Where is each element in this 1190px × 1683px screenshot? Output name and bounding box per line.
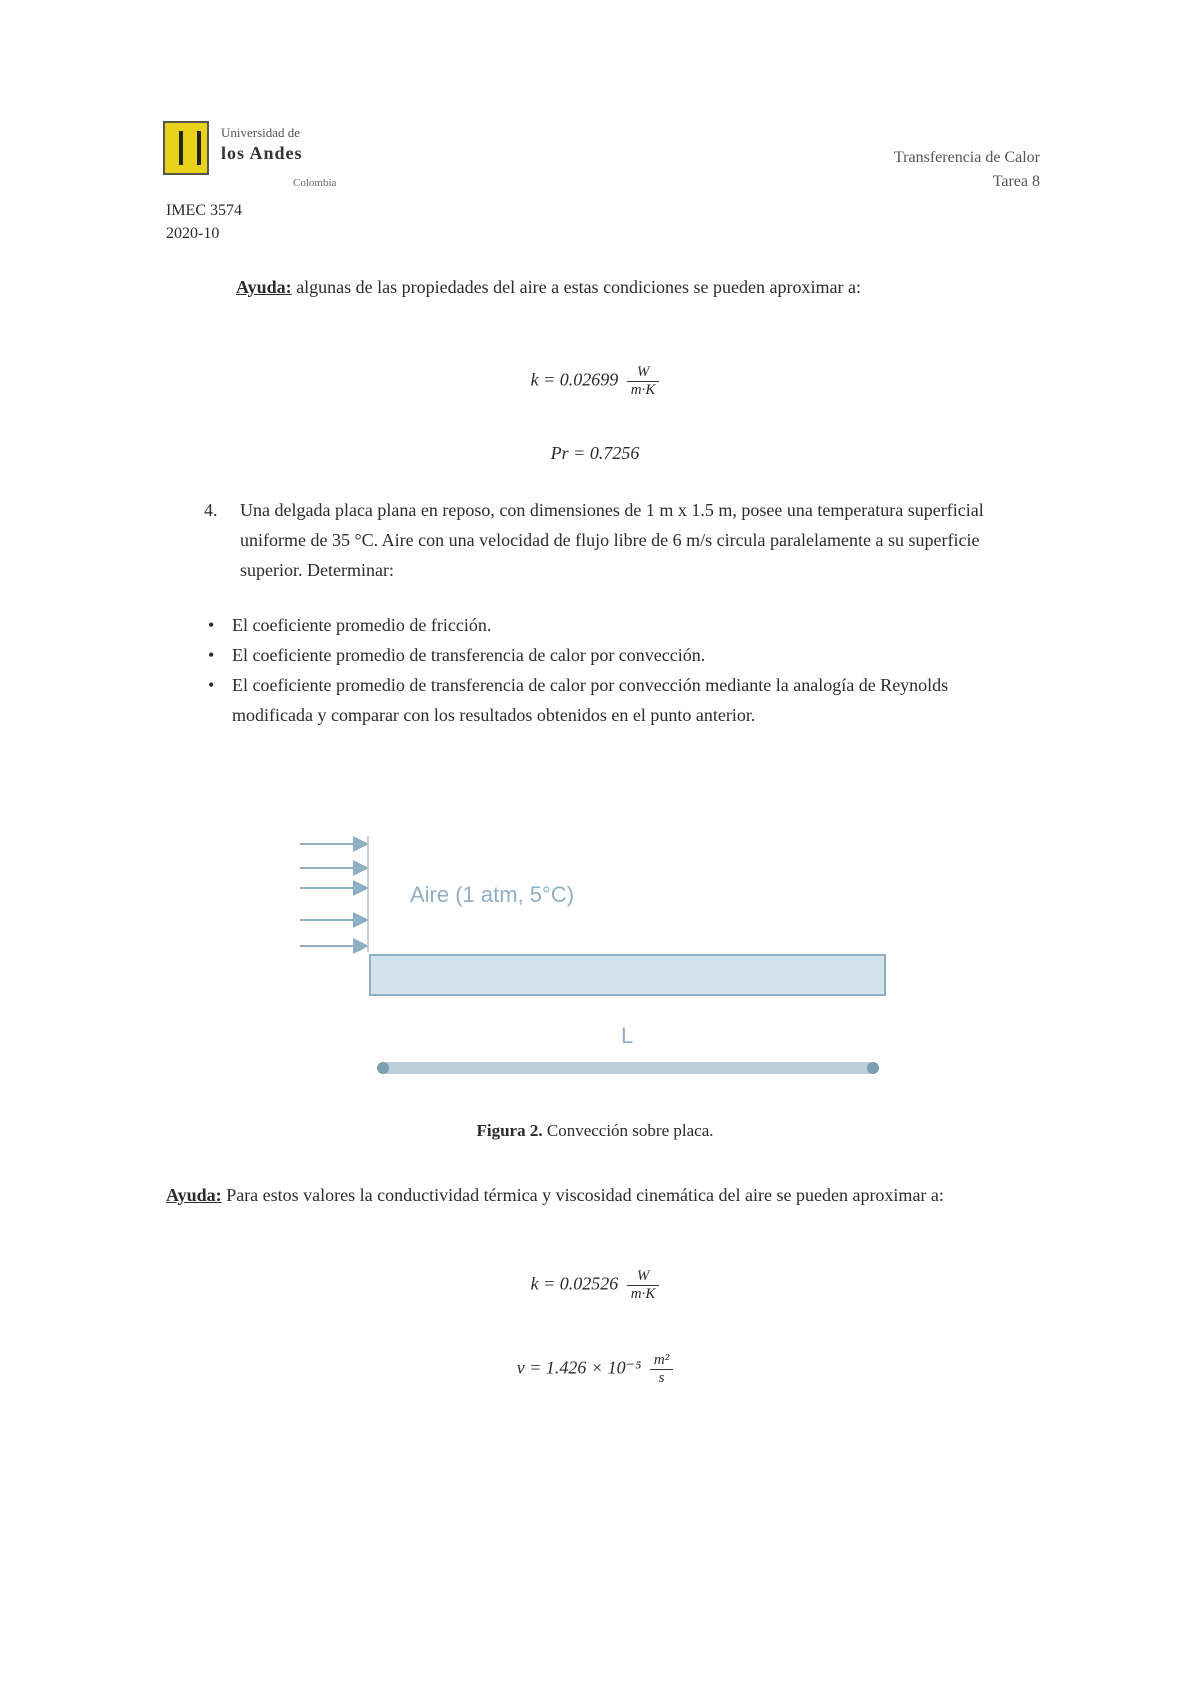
- logo-line2: los Andes: [221, 143, 303, 163]
- equation-k2: [0, 1268, 1190, 1303]
- equation-lhs: ν = 1.426 × 10⁻⁵: [516, 1357, 642, 1378]
- flat-plate: [370, 955, 885, 995]
- hint-text: Para estos valores la conductividad térmica y viscosidad cinemática del aire se pueden aproximar a:: [226, 1185, 944, 1205]
- plate-diagram: [295, 830, 895, 1090]
- fraction-denominator: m·K: [630, 382, 656, 398]
- equation-lhs: k = 0.02526: [530, 1273, 619, 1294]
- equation-nu: [0, 1352, 1190, 1387]
- equation-pr: Pr = 0.7256: [550, 443, 640, 463]
- fraction-numerator: W: [627, 364, 660, 382]
- hint-text: algunas de las propiedades del aire a estas condiciones se pueden aproximar a:: [296, 277, 861, 297]
- equation-k1: [0, 364, 1190, 399]
- list-item: • El coeficiente promedio de transferencia de calor por convección mediante la analogía de Reynolds modificada y comparar con los resultados obtenidos en el punto anterior.: [204, 670, 1004, 730]
- list-item: • El coeficiente promedio de transferencia de calor por convección.: [204, 640, 1004, 670]
- list-item: • El coeficiente promedio de fricción.: [204, 610, 1004, 640]
- hint-paragraph-1: [236, 272, 956, 302]
- fraction: [627, 1268, 660, 1303]
- fraction-numerator: m²: [650, 1352, 673, 1370]
- logo-line3: Colombia: [293, 177, 337, 189]
- course-code: IMEC 3574: [166, 202, 242, 219]
- fraction: [650, 1352, 673, 1387]
- problem-items: [204, 610, 1004, 730]
- flow-arrows: [300, 844, 365, 946]
- header-right: [894, 146, 1040, 194]
- course-name: Transferencia de Calor: [893, 149, 1040, 166]
- plate-flow-figure: [295, 830, 895, 1090]
- equation-lhs: k = 0.02699: [530, 369, 619, 390]
- hint-label: Ayuda:: [166, 1185, 222, 1205]
- logo-emblem-icon: [163, 121, 209, 175]
- course-term: 2020-10: [166, 225, 220, 242]
- hint-label: Ayuda:: [236, 277, 292, 297]
- flow-label: Aire (1 atm, 5°C): [410, 882, 575, 907]
- university-logo: [163, 121, 363, 193]
- fraction: [627, 364, 660, 399]
- length-start-marker: [377, 1062, 389, 1074]
- problem-statement: Una delgada placa plana en reposo, con dimensiones de 1 m x 1.5 m, posee una temperatura superficial uniforme de 35 °C. Aire con una velocidad de flujo libre de 6 m/s circula paralelamente a su superficie superior. Determinar:: [240, 500, 984, 580]
- fraction-numerator: W: [627, 1268, 660, 1286]
- length-label: L: [621, 1023, 634, 1048]
- caption-text: Convección sobre placa.: [546, 1121, 714, 1140]
- problem-number: 4.: [204, 500, 218, 520]
- hint-paragraph-2: [166, 1180, 1006, 1210]
- caption-label: Figura 2.: [476, 1121, 543, 1140]
- logo-line1: Universidad de: [221, 125, 301, 140]
- fraction-denominator: s: [658, 1370, 665, 1386]
- assignment-name: Tarea 8: [992, 173, 1040, 190]
- length-end-marker: [867, 1062, 879, 1074]
- fraction-denominator: m·K: [630, 1286, 656, 1302]
- figure-caption: [0, 1121, 1190, 1141]
